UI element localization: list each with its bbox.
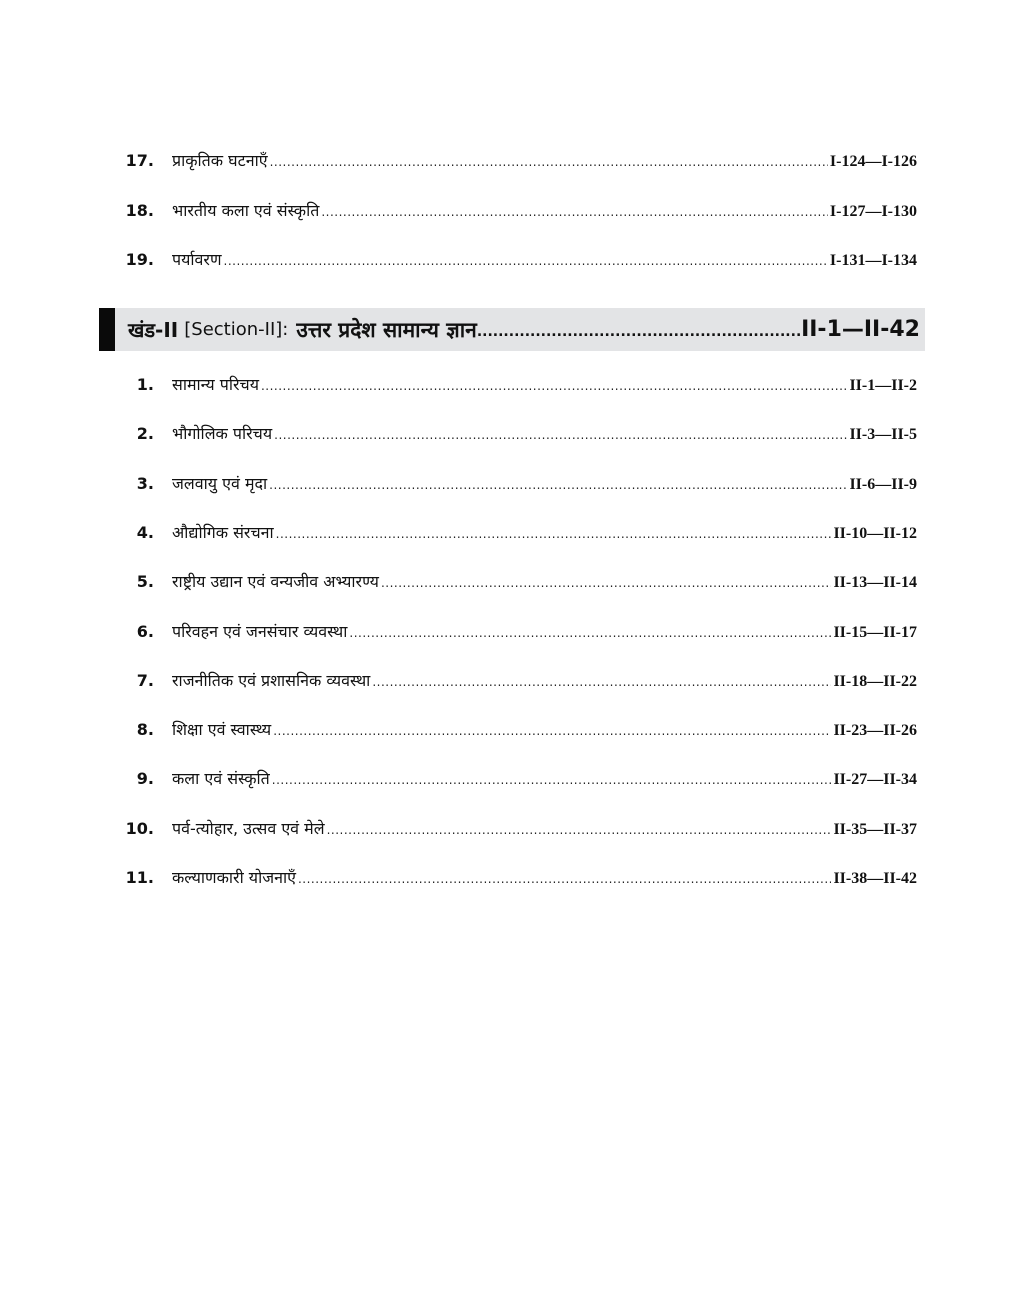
entry-pages: II-23—II-26: [833, 722, 917, 739]
toc-entry[interactable]: [120, 472, 917, 502]
entry-number: 8.: [136, 720, 154, 739]
entry-number: 2.: [136, 424, 154, 443]
entry-number: 10.: [125, 819, 154, 838]
entry-title: राष्ट्रीय उद्यान एवं वन्यजीव अभ्यारण्य: [172, 572, 379, 591]
entry-number: 5.: [136, 572, 154, 591]
section-pages: II-1—II-42: [801, 317, 920, 342]
dot-leader: [477, 324, 801, 351]
dot-leader: [270, 155, 828, 169]
toc-entry[interactable]: [120, 620, 917, 650]
dot-leader: [372, 675, 831, 689]
entry-number: 19.: [125, 250, 154, 269]
toc-entry[interactable]: [120, 718, 917, 748]
section-header[interactable]: [128, 308, 920, 351]
dot-leader: [321, 205, 828, 219]
section-prefix: खंड-II: [128, 318, 179, 342]
toc-entry[interactable]: [120, 817, 917, 847]
entry-number: 4.: [136, 523, 154, 542]
entry-number: 7.: [136, 671, 154, 690]
entry-title: भौगोलिक परिचय: [172, 424, 273, 443]
entry-title: राजनीतिक एवं प्रशासनिक व्यवस्था: [172, 671, 371, 690]
entry-title: जलवायु एवं मृदा: [172, 474, 268, 493]
dot-leader: [276, 527, 832, 541]
dot-leader: [381, 576, 831, 590]
entry-title: औद्योगिक संरचना: [172, 523, 274, 542]
dot-leader: [273, 724, 831, 738]
dot-leader: [327, 823, 832, 837]
toc-entry[interactable]: [120, 248, 917, 278]
entry-pages: II-10—II-12: [833, 525, 917, 542]
entry-title: भारतीय कला एवं संस्कृति: [172, 201, 320, 220]
entry-pages: II-3—II-5: [849, 426, 917, 443]
toc-entry[interactable]: [120, 767, 917, 797]
dot-leader: [274, 428, 847, 442]
toc-entry[interactable]: [120, 373, 917, 403]
dot-leader: [261, 379, 847, 393]
entry-pages: II-35—II-37: [833, 821, 917, 838]
entry-number: 1.: [136, 375, 154, 394]
entry-pages: II-6—II-9: [849, 476, 917, 493]
entry-title: सामान्य परिचय: [172, 375, 259, 394]
toc-entry[interactable]: [120, 199, 917, 229]
toc-entry[interactable]: [120, 422, 917, 452]
entry-number: 11.: [125, 868, 154, 887]
entry-title: शिक्षा एवं स्वास्थ्य: [172, 720, 272, 739]
section-title: उत्तर प्रदेश सामान्य ज्ञान: [296, 317, 477, 342]
section-marker-block: [99, 308, 115, 351]
entry-number: 6.: [136, 622, 154, 641]
toc-entry[interactable]: [120, 521, 917, 551]
entry-number: 18.: [125, 201, 154, 220]
dot-leader: [298, 872, 831, 886]
entry-pages: II-38—II-42: [833, 870, 917, 887]
entry-title: परिवहन एवं जनसंचार व्यवस्था: [172, 622, 348, 641]
entry-pages: II-1—II-2: [849, 377, 917, 394]
dot-leader: [269, 478, 847, 492]
dot-leader: [349, 626, 831, 640]
entry-pages: I-124—I-126: [829, 153, 917, 170]
toc-entry[interactable]: [120, 669, 917, 699]
entry-pages: II-27—II-34: [833, 771, 917, 788]
entry-pages: II-18—II-22: [833, 673, 917, 690]
entry-pages: II-13—II-14: [833, 574, 917, 591]
toc-entry[interactable]: [120, 149, 917, 179]
entry-title: कल्याणकारी योजनाएँ: [172, 868, 296, 887]
entry-number: 3.: [136, 474, 154, 493]
entry-title: कला एवं संस्कृति: [172, 769, 270, 788]
entry-title: पर्यावरण: [172, 250, 222, 269]
toc-entry[interactable]: [120, 570, 917, 600]
dot-leader: [272, 773, 832, 787]
entry-number: 17.: [125, 151, 154, 170]
entry-pages: I-127—I-130: [829, 203, 917, 220]
section-english-label: [Section-II]:: [184, 319, 289, 340]
entry-pages: II-15—II-17: [833, 624, 917, 641]
entry-number: 9.: [136, 769, 154, 788]
toc-entry[interactable]: [120, 866, 917, 896]
entry-title: प्राकृतिक घटनाएँ: [172, 151, 268, 170]
dot-leader: [224, 254, 828, 268]
entry-title: पर्व-त्योहार, उत्सव एवं मेले: [172, 819, 325, 838]
entry-pages: I-131—I-134: [829, 252, 917, 269]
